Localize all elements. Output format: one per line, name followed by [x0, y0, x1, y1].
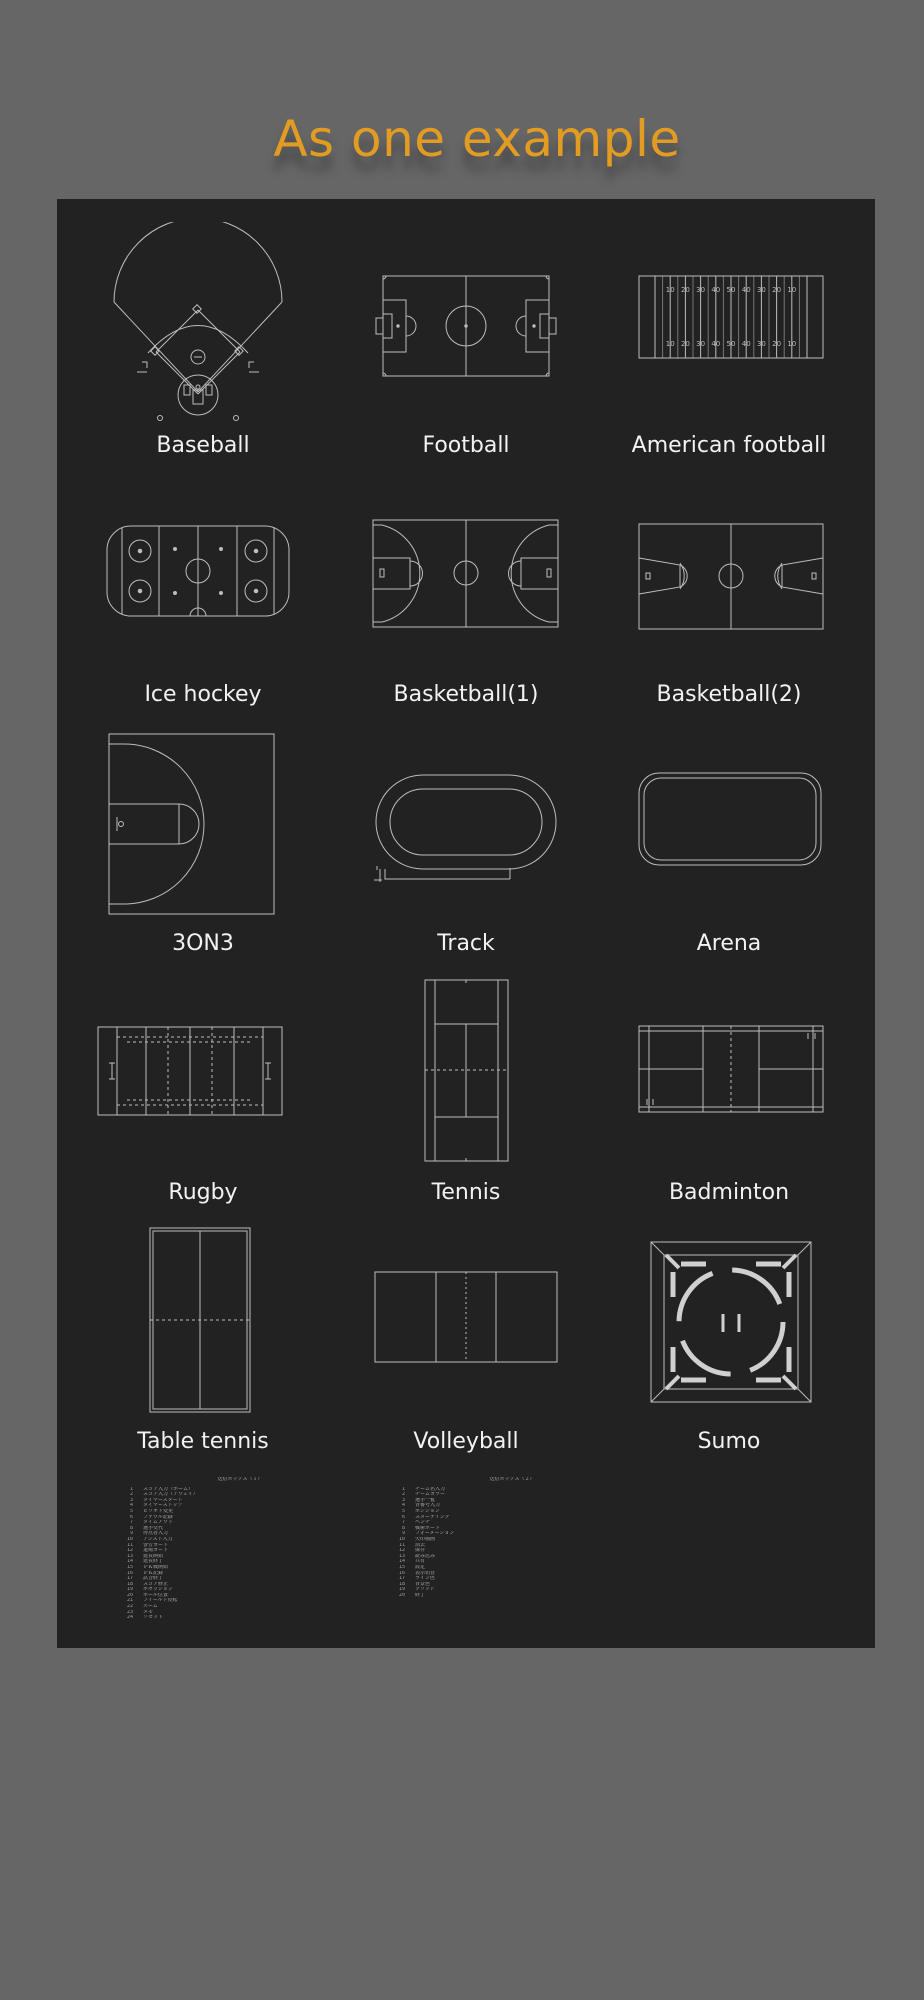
field-label: American football	[631, 433, 827, 458]
document-line: 14 延長終了	[126, 1559, 164, 1565]
field-track[interactable]	[330, 720, 602, 969]
document-line: 15 設定	[398, 1564, 426, 1570]
document-line: 19 グリッド	[398, 1587, 435, 1593]
document-line: 14 共有	[398, 1559, 426, 1565]
document-line: 4 タイマーストップ	[129, 1503, 183, 1509]
document-title: 送信ボックス（２）	[489, 1477, 535, 1482]
field-basketball-2[interactable]	[593, 471, 865, 720]
track-diagram	[330, 720, 602, 920]
basketball-2-diagram	[593, 471, 865, 671]
document-preview-2	[377, 1477, 647, 1645]
yard-number: 30	[756, 286, 766, 294]
field-sumo[interactable]	[593, 1218, 865, 1467]
field-label: Badminton	[668, 1180, 790, 1205]
yard-number: 50	[726, 286, 736, 294]
field-rugby[interactable]	[67, 969, 339, 1218]
yard-number: 40	[741, 286, 751, 294]
tennis-diagram	[330, 969, 602, 1169]
field-3on3[interactable]	[67, 720, 339, 969]
field-label: Track	[437, 931, 495, 956]
document-line: 12 退場カード	[126, 1548, 169, 1554]
field-label: Tennis	[431, 1180, 501, 1205]
field-table-tennis[interactable]	[67, 1218, 339, 1467]
document-line: 16 ＰＫ記録	[126, 1570, 164, 1576]
document-line: 9 得点者入力	[129, 1531, 169, 1537]
field-label: Football	[422, 433, 510, 458]
document-lines	[377, 1487, 647, 1599]
document-line: 10 アシスト入力	[126, 1536, 173, 1542]
field-tennis[interactable]	[330, 969, 602, 1218]
document-line: 8 戦術ボード	[401, 1525, 441, 1531]
document-line: 5 ピリオド変更	[129, 1508, 173, 1514]
document-line: 1 チーム名入力	[401, 1486, 446, 1492]
document-line: 18 背景色	[398, 1581, 431, 1587]
document-line: 20 終了	[398, 1592, 426, 1598]
document-line: 11 消去	[398, 1542, 426, 1548]
document-line: 9 フォーメーション	[401, 1531, 455, 1537]
yard-number: 20	[680, 340, 690, 348]
document-line: 24 リセット	[126, 1615, 163, 1621]
field-label: Basketball(1)	[393, 682, 539, 707]
document-line: 2 チームカラー	[401, 1492, 446, 1498]
field-american-football[interactable]	[593, 222, 865, 471]
table-tennis-diagram	[67, 1218, 339, 1418]
document-line: 16 表示切替	[398, 1570, 436, 1576]
document-line: 6 ファウル記録	[129, 1514, 173, 1520]
badminton-diagram	[593, 969, 865, 1169]
field-ice-hockey[interactable]	[67, 471, 339, 720]
field-label: Arena	[696, 931, 762, 956]
field-label: Baseball	[156, 433, 250, 458]
document-title: 送信ボックス（１）	[217, 1477, 263, 1482]
yard-number: 10	[665, 340, 675, 348]
document-line: 4 背番号入力	[401, 1503, 441, 1509]
headline: As one example	[273, 110, 681, 168]
document-line: 20 ボール位置	[126, 1592, 168, 1598]
document-line: 12 保存	[398, 1548, 426, 1554]
basketball-1-diagram	[330, 471, 602, 671]
yard-number: 40	[711, 286, 721, 294]
document-line: 11 警告カード	[126, 1542, 169, 1548]
field-label: Volleyball	[413, 1429, 519, 1454]
yard-number: 40	[741, 340, 751, 348]
field-baseball[interactable]	[67, 222, 339, 471]
3on3-diagram	[67, 720, 339, 920]
document-line: 7 ベンチ	[401, 1520, 431, 1526]
document-line: 3 タイマースタート	[129, 1497, 183, 1503]
document-line: 13 読み込み	[398, 1553, 436, 1559]
yard-number: 30	[756, 340, 766, 348]
field-football[interactable]	[330, 222, 602, 471]
document-line: 5 ポジション	[401, 1508, 440, 1514]
field-label: Basketball(2)	[656, 682, 802, 707]
volleyball-diagram	[330, 1218, 602, 1418]
document-line: 23 メモ	[126, 1609, 154, 1615]
document-preview-1	[105, 1477, 375, 1645]
document-line: 8 選手交代	[129, 1525, 164, 1531]
yard-number: 50	[726, 340, 736, 348]
yard-number: 10	[787, 286, 797, 294]
field-volleyball[interactable]	[330, 1218, 602, 1467]
yard-number: 10	[787, 340, 797, 348]
yard-number: 20	[772, 340, 782, 348]
document-line: 2 スコア入力（アウェイ）	[129, 1492, 198, 1498]
document-line: 22 ズーム	[126, 1604, 158, 1610]
field-badminton[interactable]	[593, 969, 865, 1218]
document-line: 1 スコア入力（ホーム）	[129, 1486, 194, 1492]
football-diagram	[330, 222, 602, 422]
field-label: Sumo	[697, 1429, 761, 1454]
yard-number: 30	[696, 340, 706, 348]
document-line: 17 試合終了	[126, 1576, 164, 1582]
document-line: 7 タイムアウト	[129, 1520, 173, 1526]
document-line: 18 スコア修正	[126, 1581, 169, 1587]
american-football-diagram	[593, 222, 865, 422]
field-label: 3ON3	[172, 931, 234, 956]
yard-number: 30	[696, 286, 706, 294]
field-arena[interactable]	[593, 720, 865, 969]
field-label: Ice hockey	[144, 682, 262, 707]
sumo-diagram	[593, 1218, 865, 1418]
rugby-diagram	[67, 969, 339, 1169]
yard-number: 20	[772, 286, 782, 294]
yard-number: 40	[711, 340, 721, 348]
field-label: Rugby	[168, 1180, 238, 1205]
document-line: 3 選手一覧	[401, 1497, 436, 1503]
yard-number: 10	[665, 286, 675, 294]
arena-diagram	[593, 720, 865, 920]
document-lines	[105, 1487, 375, 1621]
ice-hockey-diagram	[67, 471, 339, 671]
field-label: Table tennis	[137, 1429, 269, 1454]
document-line: 17 ライン色	[398, 1576, 435, 1582]
field-gallery	[57, 199, 875, 1648]
document-line: 21 フィールド反転	[126, 1598, 178, 1604]
document-line: 6 スターティング	[401, 1514, 450, 1520]
document-line: 10 矢印描画	[398, 1536, 436, 1542]
document-line: 13 延長開始	[126, 1553, 164, 1559]
yard-number: 20	[680, 286, 690, 294]
baseball-diagram	[67, 222, 339, 422]
field-basketball-1[interactable]	[330, 471, 602, 720]
document-line: 15 ＰＫ戦開始	[126, 1564, 169, 1570]
document-line: 19 ポゼッション	[126, 1587, 173, 1593]
